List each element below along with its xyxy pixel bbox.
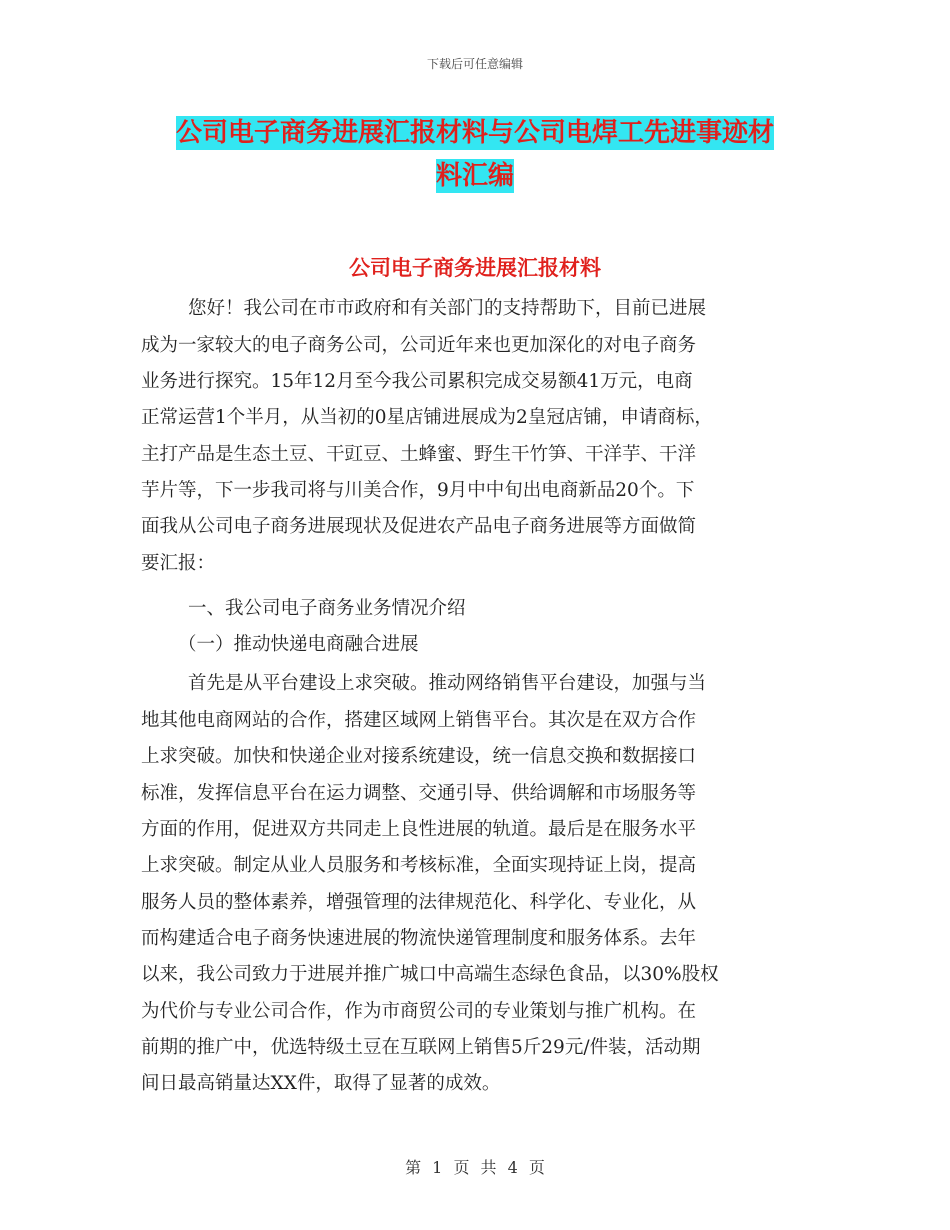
body-line: 方面的作用，促进双方共同走上良性进展的轨道。最后是在服务水平 [141,819,697,840]
body-line: 正常运营1个半月，从当初的0星店铺进展成为2皇冠店铺，申请商标， [141,407,713,428]
body-line: 前期的推广中，优选特级土豆在互联网上销售5斤29元/件装，活动期 [141,1037,701,1058]
body-heading-2: （一）推动快递电商融合进展 [178,634,419,655]
header-note: 下载后可任意编辑 [426,57,523,71]
body-line: 地其他电商网站的合作，搭建区域网上销售平台。其次是在双方合作 [141,710,697,731]
body-line: 服务人员的整体素养，增强管理的法律规范化、科学化、专业化，从 [141,892,697,913]
page-number: 第 1 页 共 4 页 [405,1158,545,1177]
document-title-line-1: 公司电子商务进展汇报材料与公司电焊工先进事迹材 [175,118,774,148]
body-line: 要汇报： [141,553,216,574]
document-title-line-2: 料汇编 [435,161,514,191]
body-heading-1: 一、我公司电子商务业务情况介绍 [188,598,466,619]
body-line: 主打产品是生态土豆、干豇豆、土蜂蜜、野生干竹笋、干洋芋、干洋 [141,444,697,465]
section-title: 公司电子商务进展汇报材料 [349,256,601,280]
body-line: 您好！我公司在市市政府和有关部门的支持帮助下，目前已进展 [188,298,707,319]
body-line: 芋片等，下一步我司将与川美合作，9月中中旬出电商新品20个。下 [141,480,695,501]
body-line: 以来，我公司致力于进展并推广城口中高端生态绿色食品，以30%股权 [141,964,719,985]
body-line: 上求突破。制定从业人员服务和考核标准，全面实现持证上岗，提高 [141,855,697,876]
body-line: 标准，发挥信息平台在运力调整、交通引导、供给调解和市场服务等 [141,783,697,804]
body-line: 成为一家较大的电子商务公司，公司近年来也更加深化的对电子商务 [141,335,697,356]
body-line: 首先是从平台建设上求突破。推动网络销售平台建设，加强与当 [188,673,707,694]
body-line: 间日最高销量达XX件，取得了显著的成效。 [141,1073,501,1094]
body-line: 面我从公司电子商务进展现状及促进农产品电子商务进展等方面做简 [141,516,697,537]
body-line: 上求突破。加快和快递企业对接系统建设，统一信息交换和数据接口 [141,746,697,767]
body-line: 而构建适合电子商务快速进展的物流快递管理制度和服务体系。去年 [141,928,697,949]
body-line: 业务进行探究。15年12月至今我公司累积完成交易额41万元，电商 [141,371,693,392]
body-line: 为代价与专业公司合作，作为市商贸公司的专业策划与推广机构。在 [141,1001,697,1022]
